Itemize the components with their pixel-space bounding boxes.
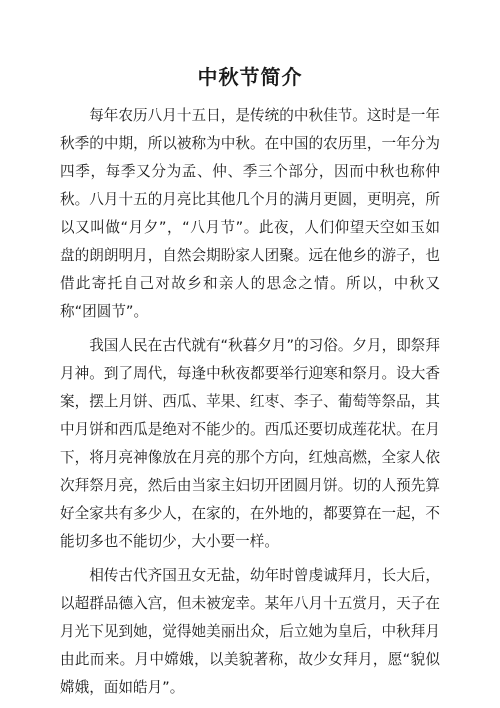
paragraph-3: 相传古代齐国丑女无盐，幼年时曾虔诚拜月，长大后，以超群品德入宫，但未被宠幸。某年八月十五赏月，天子在月光下见到她，觉得她美丽出众，后立她为皇后，中秋拜月由此而来。月中嫦娥，以美貌著称，故少女拜月，愿“貌似嫦娥，面如皓月”。 (60, 567, 440, 696)
document-title: 中秋节简介 (197, 65, 303, 89)
paragraph-1: 每年农历八月十五日，是传统的中秋佳节。这时是一年秋季的中期，所以被称为中秋。在中国的农历里，一年分为四季，每季又分为孟、仲、季三个部分，因而中秋也称仲秋。八月十五的月亮比其他几个月的满月更圆，更明亮，所以又叫做“月夕”，“八月节”。此夜，人们仰望天空如玉如盘的朗朗明月，自然会期盼家人团聚。远在他乡的游子，也借此寄托自己对故乡和亲人的思念之情。所以，中秋又称“团圆节”。 (60, 107, 440, 320)
paragraph-2: 我国人民在古代就有“秋暮夕月”的习俗。夕月，即祭拜月神。到了周代，每逢中秋夜都要举行迎寒和祭月。设大香案，摆上月饼、西瓜、苹果、红枣、李子、葡萄等祭品，其中月饼和西瓜是绝对不能少的。西瓜还要切成莲花状。在月下，将月亮神像放在月亮的那个方向，红烛高燃，全家人依次拜祭月亮，然后由当家主妇切开团圆月饼。切的人预先算好全家共有多少人，在家的，在外地的，都要算在一起，不能切多也不能切少，大小要一样。 (60, 337, 440, 550)
